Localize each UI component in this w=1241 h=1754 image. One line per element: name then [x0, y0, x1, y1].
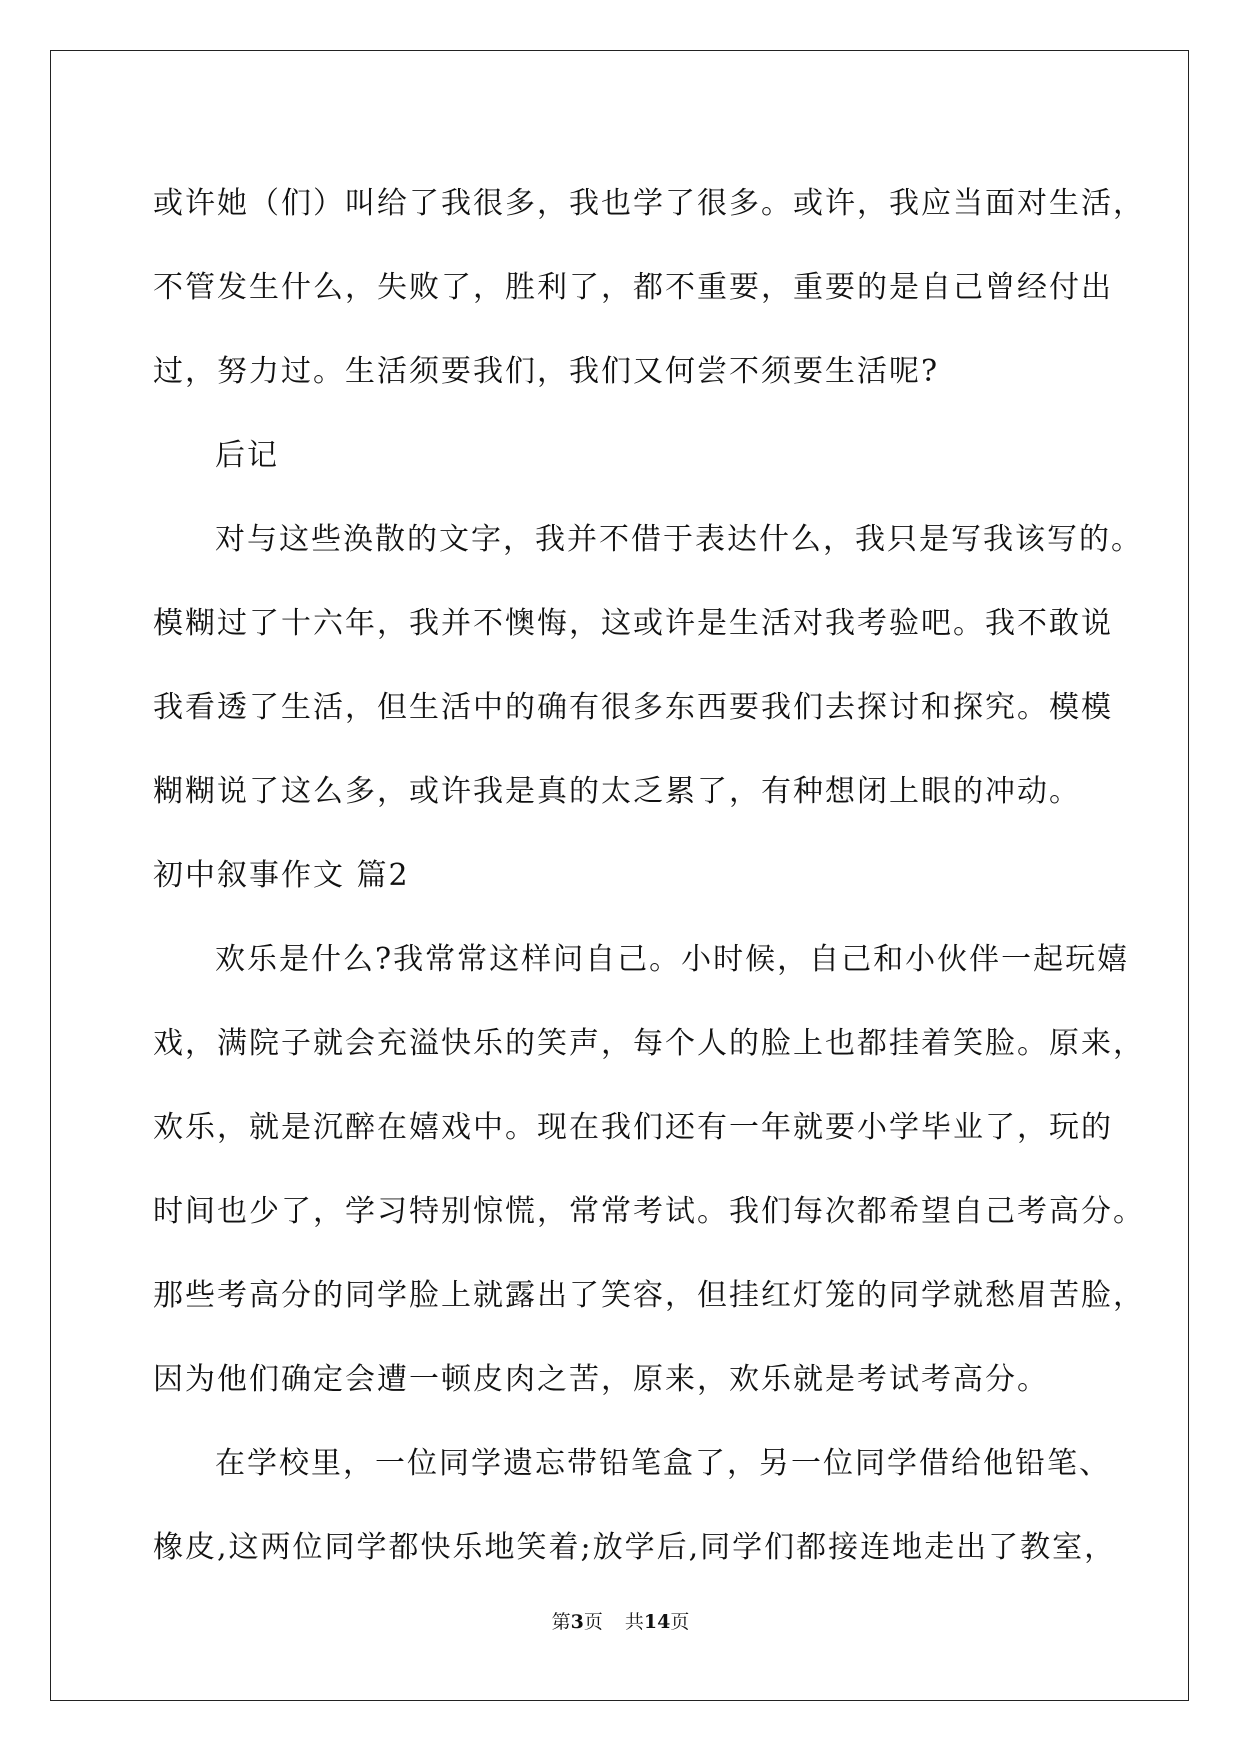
- footer-page-total: 14: [643, 1611, 671, 1633]
- text-line-8: 糊糊说了这么多，或许我是真的太乏累了，有种想闭上眼的冲动。: [153, 774, 1081, 809]
- text-line-16: 在学校里，一位同学遗忘带铅笔盒了，另一位同学借给他铅笔、: [215, 1446, 1111, 1481]
- text-line-11: 戏，满院子就会充溢快乐的笑声，每个人的脸上也都挂着笑脸。原来，: [153, 1026, 1145, 1061]
- text-line-3: 过，努力过。生活须要我们，我们又何尝不须要生活呢?: [153, 354, 940, 389]
- text-line-17: 橡皮,这两位同学都快乐地笑着;放学后,同学们都接连地走出了教室，: [153, 1530, 1117, 1565]
- page-footer: [0, 1610, 1241, 1634]
- text-line-7: 我看透了生活，但生活中的确有很多东西要我们去探讨和探究。模模: [153, 690, 1113, 725]
- text-line-1: 或许她（们）叫给了我很多，我也学了很多。或许，我应当面对生活，: [153, 186, 1145, 221]
- document-body: [153, 162, 1145, 1590]
- text-line-5: 对与这些涣散的文字，我并不借于表达什么，我只是写我该写的。: [215, 522, 1143, 557]
- text-line-14: 那些考高分的同学脸上就露出了笑容，但挂红灯笼的同学就愁眉苦脸，: [153, 1278, 1145, 1313]
- text-line-15: 因为他们确定会遭一顿皮肉之苦，原来，欢乐就是考试考高分。: [153, 1362, 1049, 1397]
- footer-total-prefix: 共: [624, 1611, 644, 1633]
- footer-page-suffix: 页: [583, 1611, 603, 1633]
- afterword-heading: 后记: [215, 438, 279, 473]
- footer-total-suffix: 页: [670, 1611, 690, 1633]
- text-line-13: 时间也少了，学习特别惊慌，常常考试。我们每次都希望自己考高分。: [153, 1194, 1145, 1229]
- footer-page-prefix: 第: [551, 1611, 571, 1633]
- text-line-2: 不管发生什么，失败了，胜利了，都不重要，重要的是自己曾经付出: [153, 270, 1113, 305]
- text-line-12: 欢乐，就是沉醉在嬉戏中。现在我们还有一年就要小学毕业了，玩的: [153, 1110, 1113, 1145]
- section-heading: 初中叙事作文 篇2: [153, 858, 410, 893]
- footer-page-current: 3: [570, 1611, 584, 1633]
- text-line-6: 模糊过了十六年，我并不懊悔，这或许是生活对我考验吧。我不敢说: [153, 606, 1113, 641]
- text-line-10: 欢乐是什么?我常常这样问自己。小时候，自己和小伙伴一起玩嬉: [215, 942, 1130, 977]
